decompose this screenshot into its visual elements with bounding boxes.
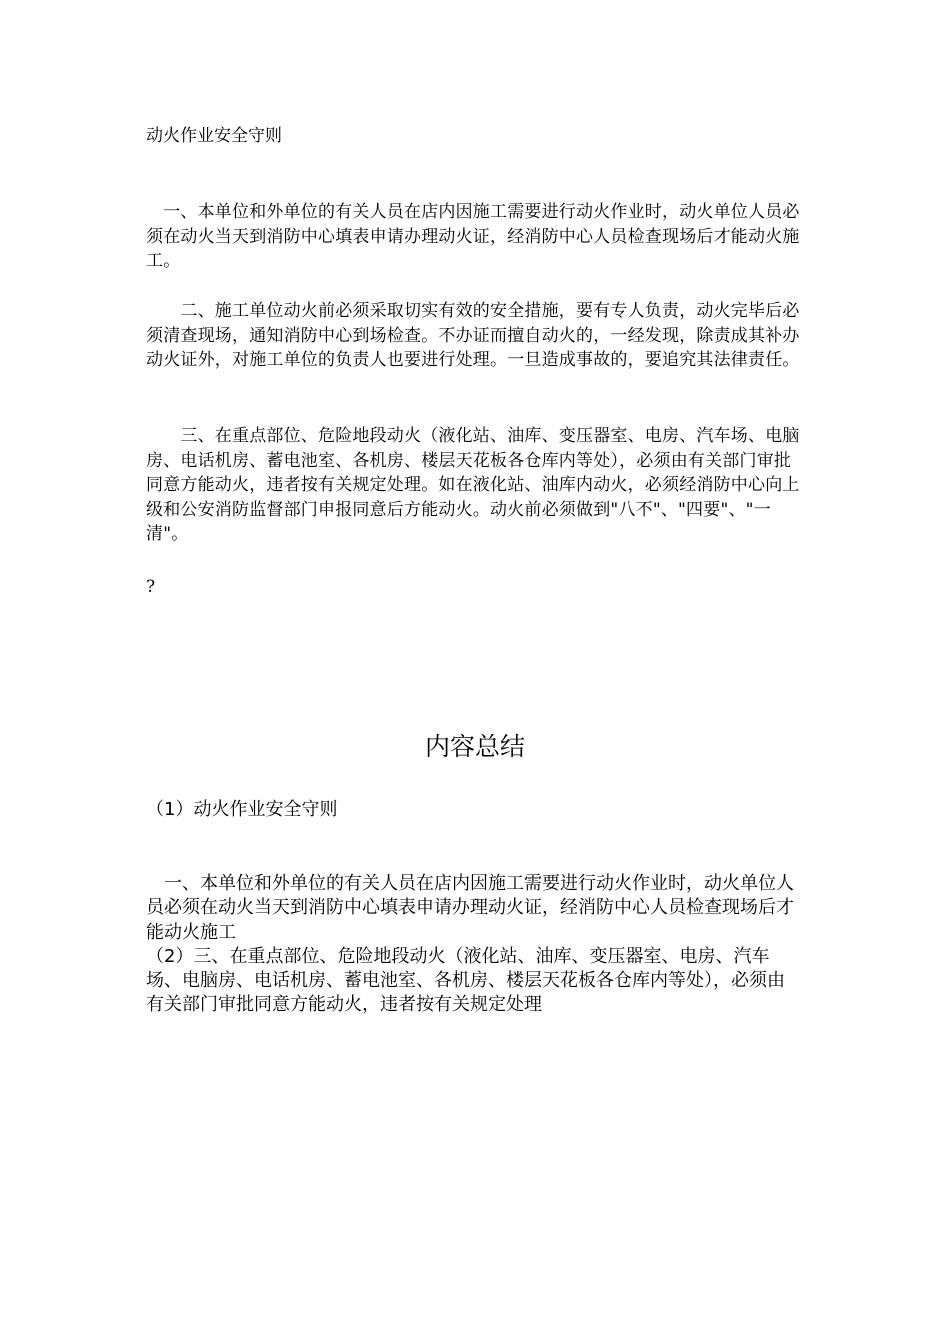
- summary-item-2-text: （2）三、在重点部位、危险地段动火（液化站、油库、变压器室、电房、汽车场、电脑房、电话机房、蓄电池室、各机房、楼层天花板各仓库内等处），必须由有关部门审批同意方能动火，违者按有关规定处理: [146, 945, 785, 1016]
- summary-item-1-text: 一、本单位和外单位的有关人员在店内因施工需要进行动火作业时，动火单位人员必须在动火当天到消防中心填表申请办理动火证，经消防中心人员检查现场后才能动火施工: [146, 873, 794, 943]
- document-title: 动火作业安全守则: [146, 126, 282, 146]
- question-mark: ?: [146, 577, 156, 597]
- summary-item-1-title: （1）动火作业安全守则: [146, 799, 338, 820]
- rule-paragraph-2: 二、施工单位动火前必须采取切实有效的安全措施，要有专人负责，动火完毕后必须清查现场，通知消防中心到场检查。不办证而擅自动火的，一经发现，除责成其补办动火证外，对施工单位的负责人也要进行处理。一旦造成事故的，要追究其法律责任。: [146, 301, 800, 370]
- summary-body: [146, 872, 801, 1018]
- summary-heading: 内容总结: [424, 732, 525, 761]
- rule-paragraph-1: 一、本单位和外单位的有关人员在店内因施工需要进行动火作业时，动火单位人员必须在动火当天到消防中心填表申请办理动火证，经消防中心人员检查现场后才能动火施工。: [146, 202, 800, 271]
- rule-paragraph-3: 三、在重点部位、危险地段动火（液化站、油库、变压器室、电房、汽车场、电脑房、电话机房、蓄电池室、各机房、楼层天花板各仓库内等处），必须由有关部门审批同意方能动火，违者按有关规定处理。如在液化站、油库内动火，必须经消防中心向上级和公安消防监督部门申报同意后方能动火。动火前必须做到"八不"、"四要"、"一清"。: [146, 426, 800, 544]
